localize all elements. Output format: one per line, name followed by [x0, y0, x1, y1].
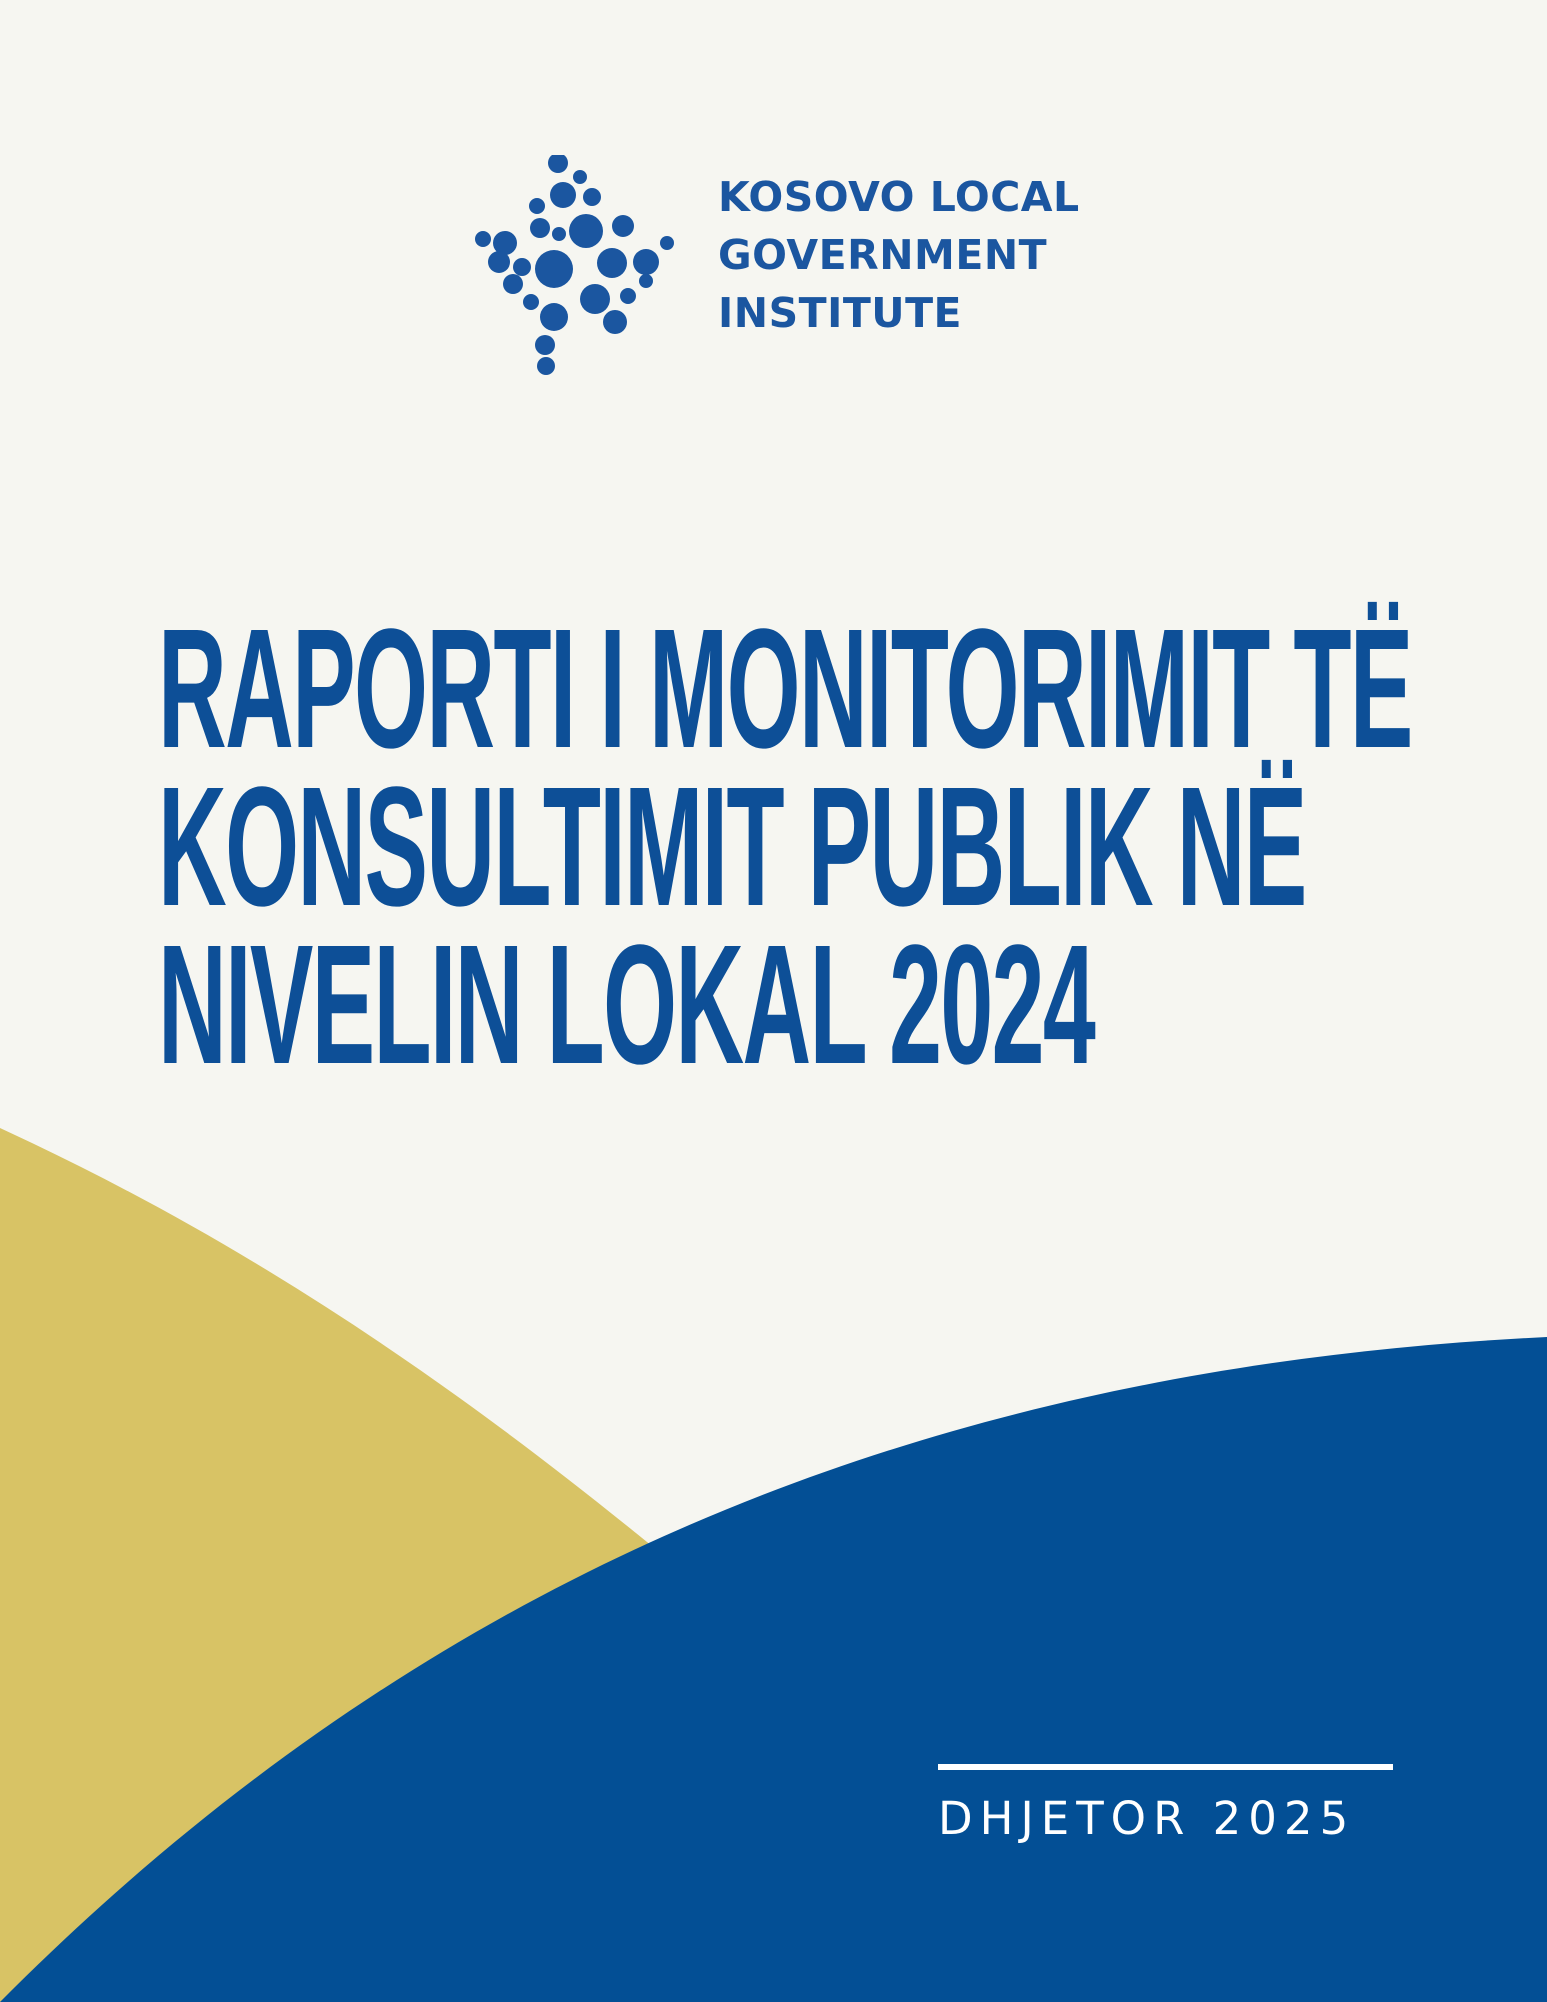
publication-date: DHJETOR 2025 [938, 1792, 1356, 1845]
organization-name [718, 168, 1080, 342]
organization-name-line-2: GOVERNMENT [718, 231, 1048, 279]
organization-logo [468, 155, 1080, 375]
report-title-line-1: RAPORTI I MONITORIMIT TË [158, 594, 1412, 784]
date-divider [938, 1764, 1393, 1770]
report-title-line-2: KONSULTIMIT PUBLIK NË [158, 752, 1306, 942]
organization-name-line-3: INSTITUTE [718, 289, 963, 337]
report-title-line-3: NIVELIN LOKAL 2024 [158, 910, 1095, 1100]
organization-name-line-1: KOSOVO LOCAL [718, 173, 1080, 221]
report-title [158, 594, 1458, 1100]
kosovo-map-dots-icon [468, 155, 678, 375]
